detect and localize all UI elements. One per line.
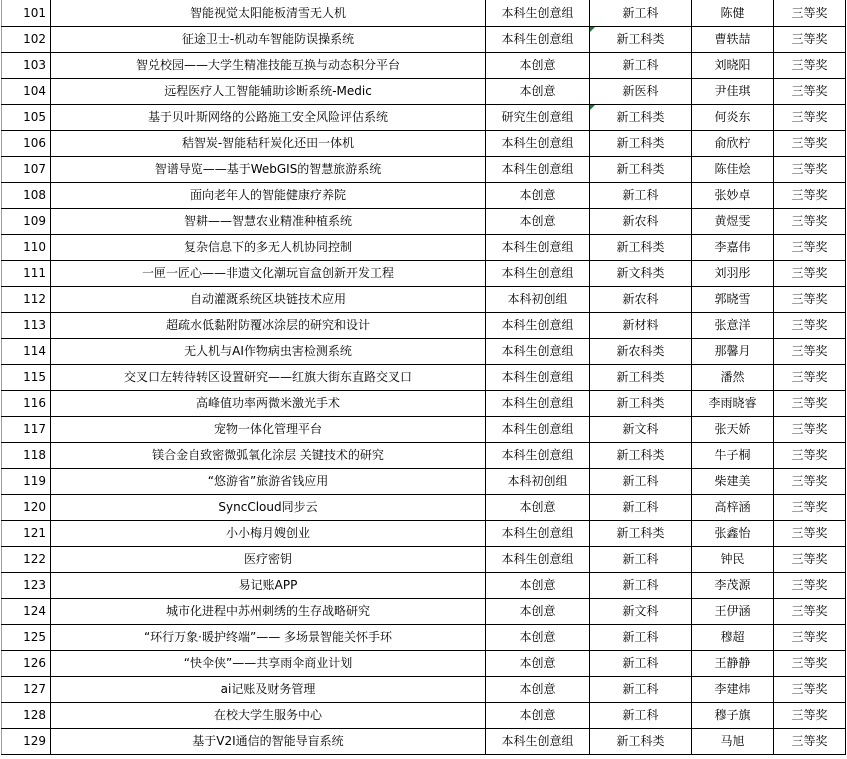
group-cell[interactable]: 本创意 [486,598,590,624]
award-cell[interactable]: 三等奖 [774,598,846,624]
group-cell[interactable]: 研究生创意组 [486,104,590,130]
row-number-cell[interactable]: 103 [2,52,51,78]
award-cell[interactable]: 三等奖 [774,494,846,520]
group-cell[interactable]: 本科生创意组 [486,442,590,468]
project-name-cell[interactable]: SyncCloud同步云 [51,494,486,520]
row-number-cell[interactable]: 128 [2,702,51,728]
group-cell[interactable]: 本科生创意组 [486,520,590,546]
group-cell[interactable]: 本创意 [486,52,590,78]
row-number-cell[interactable]: 107 [2,156,51,182]
row-number-cell[interactable]: 119 [2,468,51,494]
award-cell[interactable]: 三等奖 [774,364,846,390]
project-name-cell[interactable]: 高峰值功率两微米激光手术 [51,390,486,416]
category-cell[interactable]: 新文科类 [590,260,692,286]
leader-cell[interactable]: 李嘉伟 [692,234,774,260]
project-name-cell[interactable]: “快伞侠”——共享雨伞商业计划 [51,650,486,676]
group-cell[interactable]: 本科初创组 [486,286,590,312]
leader-cell[interactable]: 曹轶喆 [692,26,774,52]
category-cell[interactable]: 新工科 [590,494,692,520]
row-number-cell[interactable]: 123 [2,572,51,598]
table-row [2,494,846,520]
category-cell[interactable]: 新工科类 [590,234,692,260]
leader-cell[interactable]: 张妙卓 [692,182,774,208]
category-cell[interactable]: 新工科 [590,676,692,702]
project-name-cell[interactable]: 智能视觉太阳能板清雪无人机 [51,0,486,26]
group-cell[interactable]: 本科生创意组 [486,26,590,52]
row-number-cell[interactable]: 104 [2,78,51,104]
leader-cell[interactable]: 钟民 [692,546,774,572]
project-name-cell[interactable]: ai记账及财务管理 [51,676,486,702]
row-number-cell[interactable]: 124 [2,598,51,624]
category-cell[interactable]: 新文科 [590,598,692,624]
award-cell[interactable]: 三等奖 [774,260,846,286]
row-number-cell[interactable]: 127 [2,676,51,702]
leader-cell[interactable]: 郭晓雪 [692,286,774,312]
category-cell[interactable]: 新工科类 [590,130,692,156]
group-cell[interactable]: 本科生创意组 [486,364,590,390]
leader-cell[interactable]: 王静静 [692,650,774,676]
project-name-cell[interactable]: 智耕——智慧农业精准种植系统 [51,208,486,234]
category-cell[interactable]: 新工科类 [590,364,692,390]
category-cell[interactable]: 新工科 [590,624,692,650]
group-cell[interactable]: 本科生创意组 [486,130,590,156]
table-row [2,156,846,182]
project-name-cell[interactable]: 基于贝叶斯网络的公路施工安全风险评估系统 [51,104,486,130]
table-row [2,364,846,390]
leader-cell[interactable]: 牛子桐 [692,442,774,468]
table-row [2,442,846,468]
leader-cell[interactable]: 王伊涵 [692,598,774,624]
group-cell[interactable]: 本科生创意组 [486,546,590,572]
project-name-cell[interactable]: 远程医疗人工智能辅助诊断系统-Medic [51,78,486,104]
row-number-cell[interactable]: 113 [2,312,51,338]
project-name-cell[interactable]: 智兑校园——大学生精准技能互换与动态积分平台 [51,52,486,78]
award-cell[interactable]: 三等奖 [774,26,846,52]
group-cell[interactable]: 本科初创组 [486,468,590,494]
award-cell[interactable]: 三等奖 [774,52,846,78]
project-name-cell[interactable]: 易记账APP [51,572,486,598]
group-cell[interactable]: 本科生创意组 [486,416,590,442]
group-cell[interactable]: 本创意 [486,676,590,702]
table-row [2,468,846,494]
project-name-cell[interactable]: “悠游省”旅游省钱应用 [51,468,486,494]
row-number-cell[interactable]: 105 [2,104,51,130]
award-cell[interactable]: 三等奖 [774,104,846,130]
group-cell[interactable]: 本科生创意组 [486,338,590,364]
leader-cell[interactable]: 陈佳烩 [692,156,774,182]
table-row [2,390,846,416]
category-cell[interactable]: 新工科 [590,52,692,78]
row-number-cell[interactable]: 111 [2,260,51,286]
award-cell[interactable]: 三等奖 [774,624,846,650]
award-cell[interactable]: 三等奖 [774,338,846,364]
table-row [2,572,846,598]
row-number-cell[interactable]: 118 [2,442,51,468]
award-cell[interactable]: 三等奖 [774,728,846,754]
award-cell[interactable]: 三等奖 [774,390,846,416]
award-cell[interactable]: 三等奖 [774,78,846,104]
project-name-cell[interactable]: 秸智炭-智能秸秆炭化还田一体机 [51,130,486,156]
row-number-cell[interactable]: 120 [2,494,51,520]
group-cell[interactable]: 本创意 [486,494,590,520]
leader-cell[interactable]: 李茂源 [692,572,774,598]
row-number-cell[interactable]: 117 [2,416,51,442]
table-row [2,312,846,338]
award-cell[interactable]: 三等奖 [774,676,846,702]
group-cell[interactable]: 本创意 [486,624,590,650]
project-name-cell[interactable]: 宠物一体化管理平台 [51,416,486,442]
leader-cell[interactable]: 张天娇 [692,416,774,442]
leader-cell[interactable]: 穆子旗 [692,702,774,728]
project-name-cell[interactable]: 智谱导览——基于WebGIS的智慧旅游系统 [51,156,486,182]
table-row [2,624,846,650]
table-row [2,182,846,208]
award-cell[interactable]: 三等奖 [774,312,846,338]
project-name-cell[interactable]: 超疏水低黏附防覆冰涂层的研究和设计 [51,312,486,338]
category-cell[interactable]: 新农科 [590,208,692,234]
category-cell[interactable]: 新医科 [590,78,692,104]
award-cell[interactable]: 三等奖 [774,442,846,468]
category-cell[interactable]: 新工科类 [590,520,692,546]
table-row [2,234,846,260]
leader-cell[interactable]: 黄煜雯 [692,208,774,234]
group-cell[interactable]: 本创意 [486,208,590,234]
row-number-cell[interactable]: 115 [2,364,51,390]
group-cell[interactable]: 本创意 [486,650,590,676]
row-number-cell[interactable]: 109 [2,208,51,234]
table-row [2,52,846,78]
leader-cell[interactable]: 俞欣柠 [692,130,774,156]
table-row [2,416,846,442]
project-name-cell[interactable]: 基于V2I通信的智能导盲系统 [51,728,486,754]
leader-cell[interactable]: 柴建美 [692,468,774,494]
category-cell[interactable]: 新工科类 [590,442,692,468]
award-cell[interactable]: 三等奖 [774,182,846,208]
category-cell[interactable]: 新工科 [590,572,692,598]
leader-cell[interactable]: 陈健 [692,0,774,26]
award-cell[interactable]: 三等奖 [774,468,846,494]
row-number-cell[interactable]: 106 [2,130,51,156]
leader-cell[interactable]: 那馨月 [692,338,774,364]
table-row [2,260,846,286]
table-row [2,104,846,130]
row-number-cell[interactable]: 121 [2,520,51,546]
table-row [2,78,846,104]
group-cell[interactable]: 本科生创意组 [486,234,590,260]
group-cell[interactable]: 本创意 [486,182,590,208]
category-cell[interactable]: 新材料 [590,312,692,338]
row-number-cell[interactable]: 102 [2,26,51,52]
award-cell[interactable]: 三等奖 [774,416,846,442]
row-number-cell[interactable]: 116 [2,390,51,416]
leader-cell[interactable]: 马旭 [692,728,774,754]
project-name-cell[interactable]: 自动灌溉系统区块链技术应用 [51,286,486,312]
award-cell[interactable]: 三等奖 [774,702,846,728]
leader-cell[interactable]: 李雨晓睿 [692,390,774,416]
category-cell[interactable]: 新工科 [590,182,692,208]
category-cell[interactable]: 新工科 [590,702,692,728]
award-cell[interactable]: 三等奖 [774,208,846,234]
table-row [2,728,846,754]
row-number-cell[interactable]: 101 [2,0,51,26]
table-row [2,702,846,728]
table-row [2,26,846,52]
row-number-cell[interactable]: 126 [2,650,51,676]
leader-cell[interactable]: 潘然 [692,364,774,390]
award-cell[interactable]: 三等奖 [774,650,846,676]
group-cell[interactable]: 本创意 [486,78,590,104]
award-cell[interactable]: 三等奖 [774,234,846,260]
project-name-cell[interactable]: 一匣一匠心——非遗文化潮玩盲盒创新开发工程 [51,260,486,286]
project-name-cell[interactable]: 复杂信息下的多无人机协同控制 [51,234,486,260]
category-cell[interactable]: 新工科类 [590,26,692,52]
row-number-cell[interactable]: 114 [2,338,51,364]
category-cell[interactable]: 新工科类 [590,104,692,130]
project-name-cell[interactable]: 城市化进程中苏州刺绣的生存战略研究 [51,598,486,624]
award-cell[interactable]: 三等奖 [774,130,846,156]
award-table-body [2,0,846,754]
group-cell[interactable]: 本科生创意组 [486,390,590,416]
category-cell[interactable]: 新工科 [590,546,692,572]
row-number-cell[interactable]: 125 [2,624,51,650]
award-cell[interactable]: 三等奖 [774,156,846,182]
category-cell[interactable]: 新工科 [590,0,692,26]
project-name-cell[interactable]: “环行万象·暖护终端”—— 多场景智能关怀手环 [51,624,486,650]
row-number-cell[interactable]: 122 [2,546,51,572]
category-cell[interactable]: 新工科类 [590,156,692,182]
table-row [2,208,846,234]
table-row [2,676,846,702]
group-cell[interactable]: 本科生创意组 [486,312,590,338]
table-row [2,0,846,26]
group-cell[interactable]: 本科生创意组 [486,156,590,182]
leader-cell[interactable]: 张意洋 [692,312,774,338]
category-cell[interactable]: 新农科 [590,286,692,312]
table-row [2,546,846,572]
row-number-cell[interactable]: 108 [2,182,51,208]
leader-cell[interactable]: 何炎东 [692,104,774,130]
table-row [2,286,846,312]
project-name-cell[interactable]: 征途卫士-机动车智能防误操系统 [51,26,486,52]
group-cell[interactable]: 本科生创意组 [486,0,590,26]
award-cell[interactable]: 三等奖 [774,572,846,598]
award-cell[interactable]: 三等奖 [774,546,846,572]
group-cell[interactable]: 本科生创意组 [486,728,590,754]
category-cell[interactable]: 新工科类 [590,728,692,754]
table-row [2,130,846,156]
table-row [2,650,846,676]
category-cell[interactable]: 新工科类 [590,390,692,416]
leader-cell[interactable]: 李建炜 [692,676,774,702]
row-number-cell[interactable]: 110 [2,234,51,260]
leader-cell[interactable]: 穆超 [692,624,774,650]
project-name-cell[interactable]: 无人机与AI作物病虫害检测系统 [51,338,486,364]
group-cell[interactable]: 本创意 [486,702,590,728]
leader-cell[interactable]: 张鑫怡 [692,520,774,546]
leader-cell[interactable]: 高梓涵 [692,494,774,520]
leader-cell[interactable]: 尹佳琪 [692,78,774,104]
leader-cell[interactable]: 刘羽彤 [692,260,774,286]
table-row [2,338,846,364]
leader-cell[interactable]: 刘晓阳 [692,52,774,78]
award-cell[interactable]: 三等奖 [774,0,846,26]
row-number-cell[interactable]: 129 [2,728,51,754]
table-row [2,520,846,546]
project-name-cell[interactable]: 医疗密钥 [51,546,486,572]
category-cell[interactable]: 新工科 [590,468,692,494]
category-cell[interactable]: 新农科类 [590,338,692,364]
group-cell[interactable]: 本创意 [486,572,590,598]
project-name-cell[interactable]: 镁合金自致密微弧氧化涂层 关键技术的研究 [51,442,486,468]
category-cell[interactable]: 新文科 [590,416,692,442]
project-name-cell[interactable]: 在校大学生服务中心 [51,702,486,728]
award-cell[interactable]: 三等奖 [774,520,846,546]
award-cell[interactable]: 三等奖 [774,286,846,312]
project-name-cell[interactable]: 小小梅月嫂创业 [51,520,486,546]
table-row [2,598,846,624]
project-name-cell[interactable]: 面向老年人的智能健康疗养院 [51,182,486,208]
category-cell[interactable]: 新工科 [590,650,692,676]
row-number-cell[interactable]: 112 [2,286,51,312]
award-table [1,0,846,755]
project-name-cell[interactable]: 交叉口左转待转区设置研究——红旗大街东直路交叉口 [51,364,486,390]
group-cell[interactable]: 本科生创意组 [486,260,590,286]
